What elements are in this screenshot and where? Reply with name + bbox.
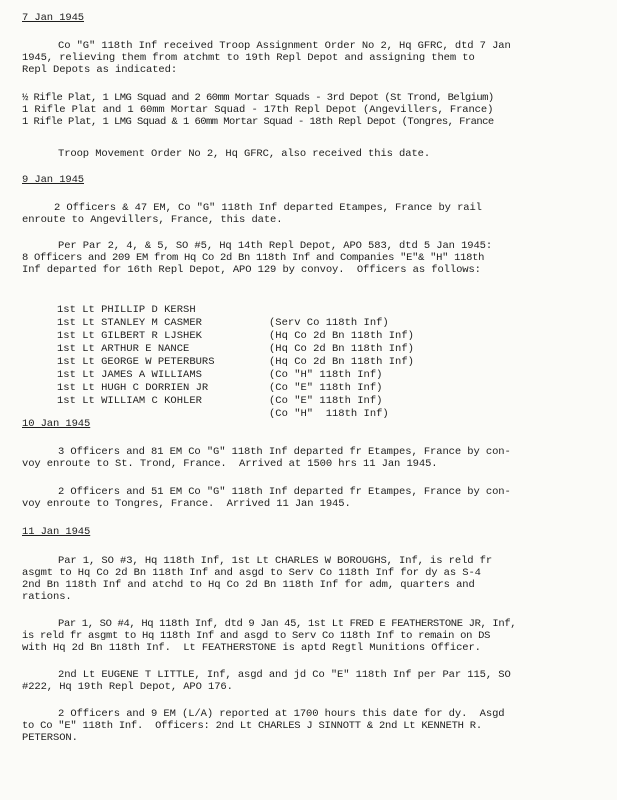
text-line: asgmt to Hq Co 2d Bn 118th Inf and asgd to Serv Co 118th Inf for dy as S-4 (22, 567, 481, 579)
text-line: ½ Rifle Plat, 1 LMG Squad and 2 60mm Mortar Squads - 3rd Depot (St Trond, Belgium) (22, 92, 494, 104)
officer-name: 1st Lt HUGH C DORRIEN JR (57, 382, 209, 394)
text-line: Per Par 2, 4, & 5, SO #5, Hq 14th Repl Depot, APO 583, dtd 5 Jan 1945: (58, 240, 493, 252)
entry-date: 9 Jan 1945 (22, 174, 85, 186)
officer-unit: (Hq Co 2d Bn 118th Inf) (269, 356, 414, 368)
text-line: 2 Officers and 9 EM (L/A) reported at 1700 hours this date for dy. Asgd (58, 708, 505, 720)
officer-name: 1st Lt GEORGE W PETERBURS (57, 356, 215, 368)
officer-name: 1st Lt WILLIAM C KOHLER (57, 395, 202, 407)
text-line: Co "G" 118th Inf received Troop Assignment Order No 2, Hq GFRC, dtd 7 Jan (58, 40, 511, 52)
text-line: Par 1, SO #4, Hq 118th Inf, dtd 9 Jan 45, 1st Lt FRED E FEATHERSTONE JR, Inf, (58, 618, 517, 630)
text-line: PETERSON. (22, 732, 78, 744)
officer-unit: (Serv Co 118th Inf) (269, 317, 389, 329)
officer-name: 1st Lt GILBERT R LJSHEK (57, 330, 202, 342)
text-line: to Co "E" 118th Inf. Officers: 2nd Lt CHARLES J SINNOTT & 2nd Lt KENNETH R. (22, 720, 482, 732)
text-line: is reld fr asgmt to Hq 118th Inf and asgd to Serv Co 118th Inf to remain on DS (22, 630, 491, 642)
officer-unit: (Co "E" 118th Inf) (269, 382, 383, 394)
text-line: #222, Hq 19th Repl Depot, APO 176. (22, 681, 233, 693)
text-line: rations. (22, 591, 72, 603)
text-line: 2nd Bn 118th Inf and atchd to Hq Co 2d Bn 118th Inf for adm, quarters and (22, 579, 475, 591)
text-line: 2 Officers & 47 EM, Co "G" 118th Inf departed Etampes, France by rail (54, 202, 482, 214)
officer-name: 1st Lt JAMES A WILLIAMS (57, 369, 202, 381)
text-line: 1945, relieving them from atchmt to 19th Repl Depot and assigning them to (22, 52, 475, 64)
text-line: 3 Officers and 81 EM Co "G" 118th Inf departed fr Etampes, France by con- (58, 446, 511, 458)
officer-unit: (Co "H" 118th Inf) (269, 369, 383, 381)
text-line: Par 1, SO #3, Hq 118th Inf, 1st Lt CHARLES W BOROUGHS, Inf, is reld fr (58, 555, 493, 567)
officer-unit: (Hq Co 2d Bn 118th Inf) (269, 330, 414, 342)
officer-unit: (Co "H" 118th Inf) (269, 408, 389, 420)
text-line: voy enroute to Tongres, France. Arrived 11 Jan 1945. (22, 498, 351, 510)
entry-date: 10 Jan 1945 (22, 418, 91, 430)
text-line: 1 Rifle Plat, 1 LMG Squad & 1 60mm Mortar Squad - 18th Repl Depot (Tongres, France (22, 116, 494, 128)
text-line: 2nd Lt EUGENE T LITTLE, Inf, asgd and jd Co "E" 118th Inf per Par 115, SO (58, 669, 511, 681)
officer-unit: (Co "E" 118th Inf) (269, 395, 383, 407)
entry-date: 11 Jan 1945 (22, 526, 91, 538)
entry-date: 7 Jan 1945 (22, 12, 85, 24)
text-line: 1 Rifle Plat and 1 60mm Mortar Squad - 17th Repl Depot (Angevillers, France) (22, 104, 494, 116)
text-line: with Hq 2d Bn 118th Inf. Lt FEATHERSTONE is aptd Regtl Munitions Officer. (22, 642, 481, 654)
officer-name: 1st Lt ARTHUR E NANCE (57, 343, 190, 355)
text-line: Troop Movement Order No 2, Hq GFRC, also received this date. (58, 148, 431, 160)
text-line: 2 Officers and 51 EM Co "G" 118th Inf departed fr Etampes, France by con- (58, 486, 511, 498)
officer-name: 1st Lt STANLEY M CASMER (57, 317, 202, 329)
text-line: enroute to Angevillers, France, this date. (22, 214, 283, 226)
text-line: 8 Officers and 209 EM from Hq Co 2d Bn 118th Inf and Companies "E"& "H" 118th (22, 252, 485, 264)
officer-unit: (Hq Co 2d Bn 118th Inf) (269, 343, 414, 355)
text-line: voy enroute to St. Trond, France. Arrived at 1500 hrs 11 Jan 1945. (22, 458, 438, 470)
text-line: Inf departed for 16th Repl Depot, APO 129 by convoy. Officers as follows: (22, 264, 481, 276)
officer-name: 1st Lt PHILLIP D KERSH (57, 304, 196, 316)
text-line: Repl Depots as indicated: (22, 64, 178, 76)
